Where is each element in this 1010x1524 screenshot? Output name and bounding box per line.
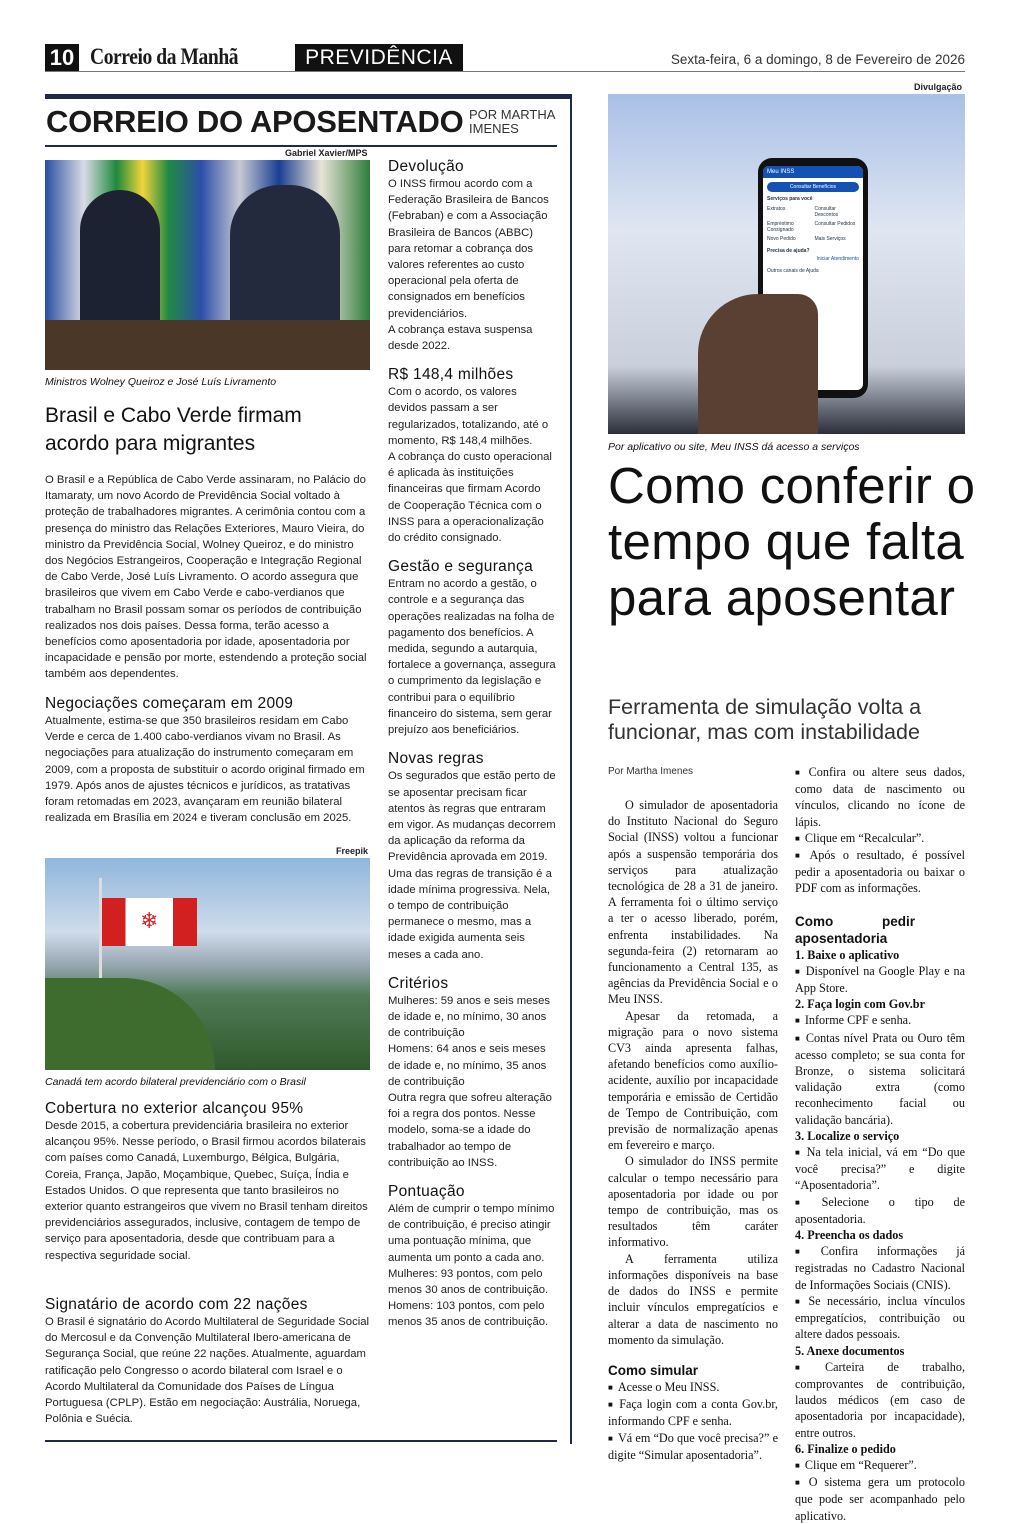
app-other-channels: Outros canais de Ajuda [767, 268, 819, 274]
photo-caption: Por aplicativo ou site, Meu INSS dá acesso a serviços [608, 441, 860, 453]
list-item: ■ Confira ou altere seus dados, como data de nascimento ou vínculos, clicando no ícone de lápis. [795, 764, 965, 830]
mid-section [388, 157, 556, 354]
list-item: ■ Se necessário, inclua vínculos empregatícios, contribuição ou altere dados pessoais. [795, 1293, 965, 1343]
edition-date: Sexta-feira, 6 a domingo, 8 de Fevereiro de 2026 [670, 52, 965, 67]
article-subheadline: Ferramenta de simulação volta a funcionar, mas com instabilidade [608, 695, 922, 744]
photo-credit: Freepik [336, 846, 369, 856]
masthead-logo: Correio da Manhã [90, 44, 239, 69]
section-body: Homens: 103 pontos, com pelo menos 35 anos de contribuição. [388, 1300, 549, 1329]
app-item: Consultar Descontos [814, 206, 839, 218]
section-title: Cobertura no exterior alcançou 95% [45, 1100, 304, 1117]
step-title: 2. Faça login com Gov.br [795, 997, 925, 1012]
main-headline: Brasil e Cabo Verde firmam acordo para migrantes [45, 404, 302, 455]
list-item: ■ Selecione o tipo de aposentadoria. [795, 1194, 965, 1227]
section-title: Gestão e segurança [388, 558, 533, 576]
column-bottom-border [45, 1440, 557, 1442]
step-title: 6. Finalize o pedido [795, 1441, 896, 1456]
section-title: Signatário de acordo com 22 nações [45, 1296, 308, 1313]
photo-credit: Divulgação [914, 82, 963, 92]
section-title: R$ 148,4 milhões [388, 366, 514, 384]
list-item: ■ Contas nível Prata ou Ouro têm acesso completo; se sua conta for Bronze, o sistema solicitará validação extra (como reconhecimento facial ou validação bancária). [795, 1030, 965, 1128]
article-headline: Como conferir o tempo que falta para aposentar [608, 457, 976, 626]
section-body: A cobrança estava suspensa desde 2022. [388, 323, 533, 353]
app-item: Extratos [767, 206, 786, 212]
section-body: Além de cumprir o tempo mínimo de contribuição, é preciso atingir uma pontuação mínima, que aumenta um ponto a cada ano. [388, 1202, 555, 1264]
section-title: Devolução [388, 158, 464, 175]
main-body: O Brasil e a República de Cabo Verde assinaram, no Palácio do Itamaraty, um novo Acordo de Previdência Social voltado à proteção de trabalhadores migrantes. A cerimônia contou com a presença do ministro das Relações Exteriores, Mauro Vieira, do ministro da Previdência Social, Wolney Queiroz, e do ministro dos Negócios Estrangeiros, Cooperação e Integração Regional de Cabo Verde, José Luís Livramento. O acordo assegura que brasileiros que vivem em Cabo Verde e cabo-verdianos que trabalham no Brasil possam somar os períodos de contribuição realizados nos dois países. Dessa forma, terão acesso a benefícios como aposentadoria por idade, aposentadoria por incapacidade e pensão por morte, estendendo a proteção social também aos dependentes. [45, 474, 367, 681]
app-help-link: Iniciar Atendimento [816, 256, 859, 262]
section-title: Negociações começaram em 2009 [45, 695, 294, 712]
article-column-2 [795, 764, 965, 1524]
photo-caption: Ministros Wolney Queiroz e José Luís Livramento [45, 376, 277, 388]
left-section-3 [45, 1295, 370, 1427]
app-item: Consultar Pedidos [814, 221, 856, 227]
mid-section [388, 749, 556, 962]
hand [698, 294, 818, 434]
column-title-divider [45, 145, 557, 147]
step-title: 5. Anexe documentos [795, 1343, 905, 1358]
paragraph: O simulador do INSS permite calcular o tempo necessário para aposentadoria por idade ou por tempo de contribuição, mas os resultados têm caráter informativo. [608, 1154, 778, 1250]
section-body: Atualmente, estima-se que 350 brasileiros residam em Cabo Verde e cerca de 1.400 cabo-verdianos vivam no Brasil. As negociações para atualização do instrumento começaram em 2009, com a proposta de substituir o acordo original firmado em 1979. Após anos de ajustes técnicos e jurídicos, as tratativas foram retomadas em 2023, avançaram em reunião bilateral realizada em Brasília em 2024 e tiveram conclusão em 2025. [45, 715, 365, 825]
section-body: Mulheres: 93 pontos, com pelo menos 30 anos de contribuição. [388, 1267, 549, 1296]
left-section-1 [45, 694, 370, 826]
paragraph: Apesar da retomada, a migração para o novo sistema CV3 ainda apresenta falhas, afetando benefícios como auxílio-acidente, auxílio por incapacidade temporária e emissão de Certidão de Tempo de Contribuição, com previsão de normalização apenas em fevereiro e março. [608, 1008, 778, 1153]
section-title: Critérios [388, 974, 449, 992]
box-title: Como simular [608, 1362, 699, 1378]
section-label: PREVIDÊNCIA [295, 44, 463, 71]
app-section: Serviços para você [767, 196, 813, 202]
app-title: Meu INSS [763, 166, 863, 178]
section-body: Mulheres: 59 anos e seis meses de idade e, no mínimo, 30 anos de contribuição [388, 994, 551, 1040]
section-body: O Brasil é signatário do Acordo Multilateral de Seguridade Social do Mercosul e da Convenção Multilateral Ibero-americana de Segurança Social, que reúne 22 nações. Atualmente, aguardam ratificação pelo Congresso o acordo bilateral com Israel e o Acordo Multilateral da Comunidade dos Países de Língua Portuguesa (CPLP). Estão em negociação: Austrália, Noruega, Polônia e Suécia. [45, 1316, 370, 1426]
section-title: Novas regras [388, 750, 484, 768]
paragraph: O simulador de aposentadoria do Instituto Nacional do Seguro Social (INSS) voltou a funcionar após a suspensão temporária dos serviços para atualização tecnológica de 28 a 31 de janeiro. A ferramenta foi o último serviço a ter o acesso liberado, porém, enfrenta instabilidades. Na segunda-feira (2) retornaram ao funcionamento a Central 135, as agências da Previdência Social e o Meu INSS. [608, 798, 778, 1007]
list-item: ■ Disponível na Google Play e na App Store. [795, 963, 965, 996]
photo-credit: Gabriel Xavier/MPS [285, 148, 368, 158]
list-item: ■ Faça login com a conta Gov.br, informando CPF e senha. [608, 1396, 778, 1429]
meu-inss-app-photo [608, 94, 965, 434]
mid-section [388, 1182, 556, 1331]
forest [45, 978, 215, 1070]
column-top-border [45, 94, 572, 99]
section-body: Outra regra que sofreu alteração foi a regra dos pontos. Nesse modelo, soma-se a idade do trabalhador ao tempo de contribuição ao INSS. [388, 1091, 552, 1169]
app-help: Precisa de ajuda? [767, 248, 810, 254]
section-body: A cobrança do custo operacional é aplicada às instituições financeiras que firmam Acordo de Cooperação Técnica com o INSS para a operacionalização do crédito consignado. [388, 451, 552, 545]
header-divider [45, 71, 965, 72]
section-body: Desde 2015, a cobertura previdenciária brasileira no exterior alcançou 95%. Nesse período, o Brasil firmou acordos bilaterais com países como Canadá, Luxemburgo, Bélgica, Bulgária, Coreia, França, Japão, Moçambique, Quebec, Suíça, Índia e Estados Unidos. O que representa que tanto brasileiros no exterior quanto estrangeiros que vivem no Brasil tenham direitos previdenciários assegurados, inclusive, contagem de tempo de serviço para aposentadoria, desde que contribuam para a respectiva seguridade social. [45, 1120, 368, 1262]
photo-caption: Canadá tem acordo bilateral previdenciário com o Brasil [45, 1076, 306, 1088]
section-body: Homens: 64 anos e seis meses de idade e, no mínimo, 35 anos de contribuição [388, 1043, 547, 1088]
app-button: Consultar Benefícios [767, 182, 859, 192]
list-item: ■ Clique em “Recalcular”. [795, 830, 965, 847]
column-right-border [570, 94, 572, 1444]
list-item: ■ Vá em “Do que você precisa?” e digite “Simular aposentadoria”. [608, 1430, 778, 1463]
step-title: 1. Baixe o aplicativo [795, 947, 900, 962]
section-body: Com o acordo, os valores devidos passam a ser regularizados, totalizando, até o momento, R$ 148,4 milhões. [388, 386, 549, 447]
app-item: Mais Serviços [814, 236, 846, 242]
page-number: 10 [45, 44, 79, 71]
section-title: Pontuação [388, 1182, 465, 1200]
mid-section [388, 365, 556, 546]
canada-flag-photo [45, 858, 370, 1070]
step-title: 3. Localize o serviço [795, 1128, 900, 1143]
step-title: 4. Preencha os dados [795, 1228, 904, 1243]
article-column-1 [608, 797, 778, 1463]
list-item: ■ Clique em “Requerer”. [795, 1457, 965, 1474]
ministers-handshake-photo [45, 160, 370, 370]
column-byline: POR MARTHA IMENES [469, 107, 555, 136]
middle-column [388, 157, 556, 1331]
list-item: ■ Na tela inicial, vá em “Do que você precisa?” e digite “Aposentadoria”. [795, 1144, 965, 1194]
app-item: Novo Pedido [767, 236, 796, 242]
list-item: ■ O sistema gera um protocolo que pode ser acompanhado pelo aplicativo. [795, 1474, 965, 1524]
list-item: ■ Confira informações já registradas no Cadastro Nacional de Informações Sociais (CNIS). [795, 1243, 965, 1293]
mid-section [388, 974, 556, 1171]
left-section-2 [45, 1099, 370, 1264]
list-item: ■ Acesse o Meu INSS. [608, 1379, 778, 1396]
section-body: O INSS firmou acordo com a Federação Brasileira de Bancos (Febraban) e com a Associação Brasileira de Bancos (ABBC) para retomar a cobrança dos valores referentes ao custo operacional pela oferta de consignados em benefícios previdenciários. [388, 178, 549, 320]
article-byline: Por Martha Imenes [608, 766, 694, 777]
canada-flag: ❄ [102, 898, 197, 946]
table [45, 320, 370, 370]
list-item: ■ Após o resultado, é possível pedir a aposentadoria ou baixar o PDF com as informações. [795, 847, 965, 897]
mid-section [388, 557, 556, 738]
section-body: Entram no acordo a gestão, o controle e a segurança das operações realizadas na folha de pagamento dos benefícios. A medida, segundo a autarquia, fortalece a governança, assegura o cumprimento da legislação e contribui para o equilíbrio financeiro do sistema, sem gerar prejuízo aos beneficiários. [388, 578, 556, 737]
list-item: ■ Informe CPF e senha. [795, 1012, 965, 1029]
box-title: Como pedir aposentadoria [795, 913, 915, 946]
column-title: CORREIO DO APOSENTADO [46, 104, 464, 139]
paragraph: A ferramenta utiliza informações disponíveis na base de dados do INSS e permite incluir vínculos empregatícios e alterar a data de nascimento no momento da simulação. [608, 1251, 778, 1347]
app-item: Empréstimo Consignado [767, 221, 794, 233]
list-item: ■ Carteira de trabalho, comprovantes de contribuição, laudos médicos (em caso de aposentadoria por incapacidade), entre outros. [795, 1359, 965, 1441]
section-body: Os segurados que estão perto de se aposentar precisam ficar atentos às regras que entraram em vigor. As mudanças decorrem da aplicação da reforma da Previdência aprovada em 2019. Uma das regras de transição é a idade mínima progressiva. Nela, o tempo de contribuição permanece o mesmo, mas a idade exigida aumenta seis meses a cada ano. [388, 770, 556, 961]
